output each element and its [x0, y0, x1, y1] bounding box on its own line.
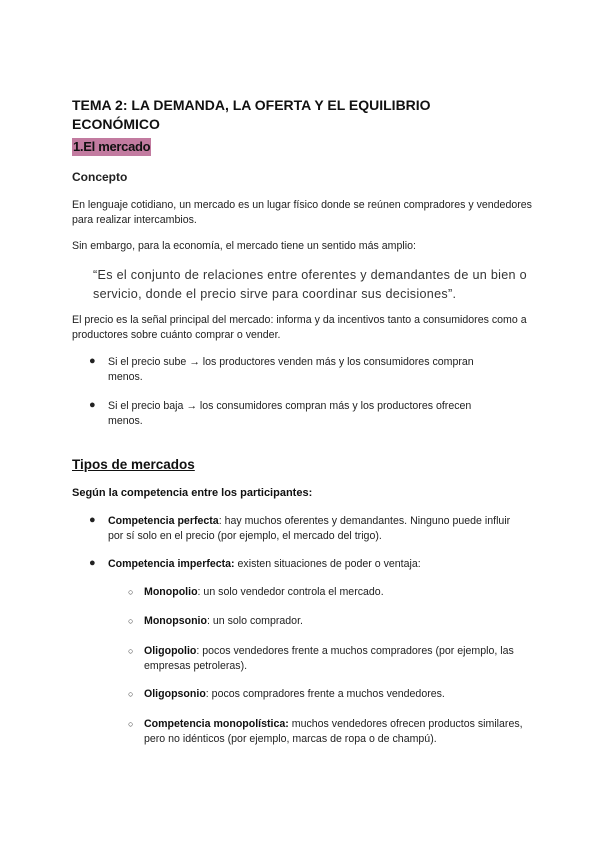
- term-competencia-monopolistica: Competencia monopolística:: [144, 718, 289, 730]
- imperfect-competition-text: existen situaciones de poder o ventaja:: [234, 558, 421, 570]
- list-item: [108, 514, 518, 544]
- sub-bullet: ○: [128, 616, 134, 626]
- quote-definition: “Es el conjunto de relaciones entre oferentes y demandantes de un bien o servicio, donde el precio sirve para coordinar sus decisiones”.: [93, 268, 527, 301]
- paragraph-price-signal: El precio es la señal principal del mercado: informa y da incentivos tanto a consumidores como a productores sobre cuánto comprar o vender.: [72, 314, 527, 341]
- list-item: [144, 644, 524, 674]
- concept-heading: Concepto: [72, 170, 128, 184]
- bullet-dot: ●: [89, 557, 96, 569]
- sub-bullet: ○: [128, 689, 134, 699]
- bullet-dot: ●: [89, 399, 96, 411]
- term-perfect-competition: Competencia perfecta: [108, 515, 219, 527]
- list-item: [144, 614, 524, 629]
- monopolio-text: : un solo vendedor controla el mercado.: [197, 586, 384, 598]
- list-item: Si el precio baja → los consumidores compran más y los productores ofrecen menos.: [108, 400, 472, 427]
- oligopsonio-text: : pocos compradores frente a muchos vendedores.: [205, 688, 445, 700]
- competition-heading: Según la competencia entre los participantes:: [72, 487, 313, 499]
- bullet-dot: ●: [89, 514, 96, 526]
- list-item: [144, 585, 524, 600]
- sub-bullet: ○: [128, 646, 134, 656]
- term-imperfect-competition: Competencia imperfecta:: [108, 558, 235, 570]
- term-oligopsonio: Oligopsonio: [144, 688, 206, 700]
- perfect-competition-text: : hay muchos oferentes y demandantes. Ninguno puede influir por sí solo en el precio (por ejemplo, el mercado del trigo).: [108, 515, 511, 542]
- list-item: [144, 717, 524, 747]
- term-oligopolio: Oligopolio: [144, 645, 197, 657]
- bullet-dot: ●: [89, 355, 96, 367]
- competencia-monopolistica-text: muchos vendedores ofrecen productos similares, pero no idénticos (por ejemplo, marcas de ropa o de champú).: [144, 718, 523, 745]
- list-item: [108, 557, 508, 572]
- sub-bullet: ○: [128, 587, 134, 597]
- types-heading: Tipos de mercados: [72, 457, 195, 472]
- monopsonio-text: : un solo comprador.: [206, 615, 303, 627]
- list-item: [144, 687, 524, 702]
- term-monopolio: Monopolio: [144, 586, 198, 598]
- term-monopsonio: Monopsonio: [144, 615, 207, 627]
- sub-bullet: ○: [128, 719, 134, 729]
- paragraph-definition: En lenguaje cotidiano, un mercado es un lugar físico donde se reúnen compradores y vendedores para realizar intercambios.: [72, 199, 532, 226]
- oligopolio-text: : pocos vendedores frente a muchos compradores (por ejemplo, las empresas petroleras).: [144, 645, 514, 672]
- list-item: Si el precio sube → los productores venden más y los consumidores compran menos.: [108, 356, 474, 383]
- document-title: TEMA 2: LA DEMANDA, LA OFERTA Y EL EQUILIBRIO ECONÓMICO: [72, 97, 431, 132]
- paragraph-economy: Sin embargo, para la economía, el mercado tiene un sentido más amplio:: [72, 240, 416, 252]
- section-heading-mercado: 1.El mercado: [73, 139, 151, 154]
